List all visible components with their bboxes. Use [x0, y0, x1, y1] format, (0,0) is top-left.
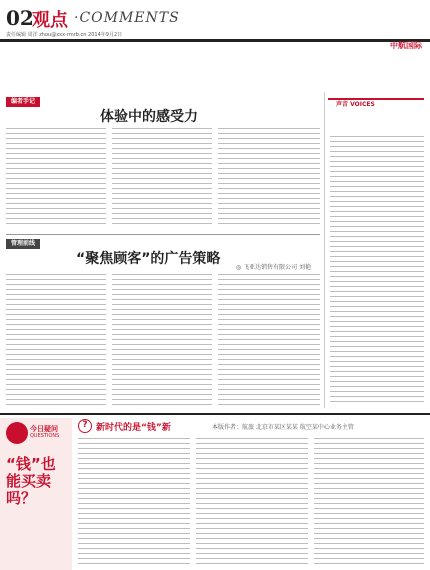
editorial-column-3: [218, 128, 320, 224]
feature-column-1: [6, 274, 106, 408]
section-divider: [6, 234, 320, 235]
qa-column-1: [78, 438, 190, 566]
feature-column-3: [218, 274, 320, 408]
qa-logo-icon: [6, 422, 28, 444]
feature-headline: “聚焦顾客”的广告策略: [76, 251, 221, 267]
masthead: [0, 0, 430, 50]
qa-column-3: [314, 438, 424, 566]
qa-logo-title: 今日疑问: [30, 425, 58, 433]
voices-tag: 声音 VOICES: [336, 101, 375, 108]
question-icon: ?: [78, 419, 92, 433]
right-section-label: 中航国际: [390, 41, 422, 50]
editorial-headline: 体验中的感受力: [100, 109, 198, 125]
editorial-column-1: [6, 128, 106, 224]
column-divider: [324, 92, 325, 408]
qa-desk-line: 本版作者：航旅 北京市某区某某 航空某中心业务主管: [212, 424, 354, 431]
editorial-tag: 编者手记: [6, 97, 40, 107]
section-title-en: ·COMMENTS: [74, 10, 180, 26]
masthead-rule: [0, 39, 430, 42]
masthead-meta: 责任编辑 周洋 zhou@xxx-rmrb.cn 2014年9月2日: [6, 32, 123, 38]
feature-column-2: [112, 274, 212, 408]
voices-body: [330, 136, 424, 404]
qa-headline: 新时代的是“钱”新: [96, 423, 171, 433]
feature-tag: 管理前线: [6, 239, 40, 249]
section-title-zh: 观点: [32, 10, 68, 31]
page-number: 02: [6, 6, 34, 30]
qa-divider: [0, 413, 430, 415]
feature-byline: ◎ 飞亚达销售有限公司 刘艳: [236, 264, 312, 271]
qa-logo-sub: QUESTIONS: [30, 433, 60, 439]
qa-big-title: “钱”也能买卖吗？: [6, 455, 56, 507]
qa-column-2: [196, 438, 308, 566]
editorial-column-2: [112, 128, 212, 224]
